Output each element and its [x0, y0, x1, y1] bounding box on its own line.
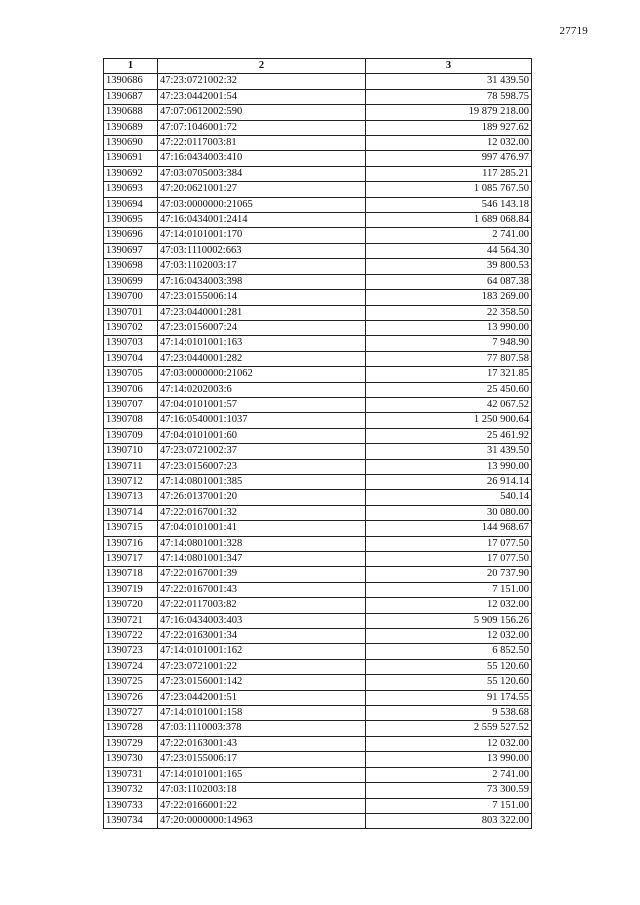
table-row [104, 428, 532, 443]
table-row [104, 736, 532, 751]
row-number-cell: 1390724 [104, 659, 158, 674]
row-number-cell: 1390694 [104, 197, 158, 212]
table-row [104, 243, 532, 258]
cadastral-number-cell: 47:04:0101001:41 [158, 521, 366, 536]
table-row [104, 536, 532, 551]
row-number-cell: 1390726 [104, 690, 158, 705]
row-number-cell: 1390688 [104, 105, 158, 120]
cadastral-value-cell: 1 689 068.84 [366, 213, 532, 228]
cadastral-value-cell: 55 120.60 [366, 675, 532, 690]
table-row [104, 397, 532, 412]
table-row [104, 813, 532, 828]
table-row [104, 305, 532, 320]
row-number-cell: 1390721 [104, 613, 158, 628]
cadastral-value-cell: 17 077.50 [366, 536, 532, 551]
cadastral-number-cell: 47:14:0101001:163 [158, 336, 366, 351]
table-row [104, 459, 532, 474]
cadastral-value-cell: 30 080.00 [366, 505, 532, 520]
cadastral-number-cell: 47:14:0202003:6 [158, 382, 366, 397]
table-row [104, 613, 532, 628]
cadastral-number-cell: 47:23:0156007:23 [158, 459, 366, 474]
table-header-row [104, 59, 532, 74]
row-number-cell: 1390699 [104, 274, 158, 289]
cadastral-number-cell: 47:23:0721002:32 [158, 74, 366, 89]
cadastral-value-cell: 189 927.62 [366, 120, 532, 135]
row-number-cell: 1390690 [104, 136, 158, 151]
row-number-cell: 1390710 [104, 444, 158, 459]
row-number-cell: 1390697 [104, 243, 158, 258]
cadastral-value-cell: 12 032.00 [366, 598, 532, 613]
table-row [104, 798, 532, 813]
cadastral-number-cell: 47:16:0434003:403 [158, 613, 366, 628]
cadastral-number-cell: 47:14:0101001:170 [158, 228, 366, 243]
table-row [104, 444, 532, 459]
row-number-cell: 1390700 [104, 290, 158, 305]
row-number-cell: 1390707 [104, 397, 158, 412]
row-number-cell: 1390705 [104, 367, 158, 382]
cadastral-value-cell: 22 358.50 [366, 305, 532, 320]
cadastral-value-cell: 12 032.00 [366, 136, 532, 151]
table-row [104, 690, 532, 705]
cadastral-number-cell: 47:20:0000000:14963 [158, 813, 366, 828]
row-number-cell: 1390713 [104, 490, 158, 505]
cadastral-value-cell: 13 990.00 [366, 752, 532, 767]
cadastral-value-cell: 12 032.00 [366, 629, 532, 644]
cadastral-number-cell: 47:03:1102003:17 [158, 259, 366, 274]
row-number-cell: 1390696 [104, 228, 158, 243]
cadastral-value-cell: 7 151.00 [366, 798, 532, 813]
cadastral-value-cell: 78 598.75 [366, 89, 532, 104]
table-row [104, 182, 532, 197]
cadastral-value-cell: 6 852.50 [366, 644, 532, 659]
cadastral-number-cell: 47:23:0721002:37 [158, 444, 366, 459]
cadastral-number-cell: 47:03:1110002:663 [158, 243, 366, 258]
cadastral-value-cell: 1 085 767.50 [366, 182, 532, 197]
row-number-cell: 1390722 [104, 629, 158, 644]
cadastral-number-cell: 47:23:0721001:22 [158, 659, 366, 674]
cadastral-number-cell: 47:23:0442001:51 [158, 690, 366, 705]
table-row [104, 274, 532, 289]
cadastral-value-cell: 183 269.00 [366, 290, 532, 305]
row-number-cell: 1390727 [104, 706, 158, 721]
table-row [104, 521, 532, 536]
cadastral-number-cell: 47:23:0440001:282 [158, 351, 366, 366]
cadastral-value-cell: 117 285.21 [366, 166, 532, 181]
cadastral-value-cell: 12 032.00 [366, 736, 532, 751]
page-number: 27719 [559, 25, 588, 37]
cadastral-value-cell: 17 321.85 [366, 367, 532, 382]
table-row [104, 367, 532, 382]
row-number-cell: 1390686 [104, 74, 158, 89]
table-row [104, 552, 532, 567]
row-number-cell: 1390709 [104, 428, 158, 443]
row-number-cell: 1390733 [104, 798, 158, 813]
cadastral-value-cell: 5 909 156.26 [366, 613, 532, 628]
cadastral-number-cell: 47:04:0101001:60 [158, 428, 366, 443]
cadastral-number-cell: 47:07:1046001:72 [158, 120, 366, 135]
table-row [104, 721, 532, 736]
row-number-cell: 1390706 [104, 382, 158, 397]
cadastral-number-cell: 47:23:0155006:17 [158, 752, 366, 767]
table-row [104, 89, 532, 104]
table-row [104, 490, 532, 505]
row-number-cell: 1390702 [104, 320, 158, 335]
table-row [104, 320, 532, 335]
cadastral-value-table [103, 58, 532, 829]
cadastral-value-cell: 42 067.52 [366, 397, 532, 412]
cadastral-number-cell: 47:26:0137001:20 [158, 490, 366, 505]
table-row [104, 767, 532, 782]
row-number-cell: 1390715 [104, 521, 158, 536]
cadastral-number-cell: 47:07:0612002:590 [158, 105, 366, 120]
cadastral-value-cell: 26 914.14 [366, 474, 532, 489]
cadastral-number-cell: 47:22:0166001:22 [158, 798, 366, 813]
cadastral-value-cell: 2 559 527.52 [366, 721, 532, 736]
row-number-cell: 1390719 [104, 582, 158, 597]
row-number-cell: 1390720 [104, 598, 158, 613]
row-number-cell: 1390714 [104, 505, 158, 520]
row-number-cell: 1390712 [104, 474, 158, 489]
cadastral-value-cell: 2 741.00 [366, 767, 532, 782]
cadastral-number-cell: 47:22:0167001:39 [158, 567, 366, 582]
table-row [104, 505, 532, 520]
table-row [104, 629, 532, 644]
table-row [104, 151, 532, 166]
row-number-cell: 1390704 [104, 351, 158, 366]
cadastral-number-cell: 47:23:0442001:54 [158, 89, 366, 104]
column-header-cadastral-number: 2 [158, 59, 366, 74]
table-row [104, 105, 532, 120]
cadastral-value-cell: 73 300.59 [366, 783, 532, 798]
cadastral-value-cell: 64 087.38 [366, 274, 532, 289]
cadastral-value-cell: 13 990.00 [366, 320, 532, 335]
cadastral-value-cell: 9 538.68 [366, 706, 532, 721]
table-row [104, 706, 532, 721]
row-number-cell: 1390693 [104, 182, 158, 197]
cadastral-number-cell: 47:03:1110003:378 [158, 721, 366, 736]
row-number-cell: 1390717 [104, 552, 158, 567]
cadastral-value-cell: 31 439.50 [366, 74, 532, 89]
table-row [104, 166, 532, 181]
table-row [104, 783, 532, 798]
cadastral-number-cell: 47:14:0801001:347 [158, 552, 366, 567]
row-number-cell: 1390689 [104, 120, 158, 135]
table-row [104, 120, 532, 135]
table-row [104, 228, 532, 243]
row-number-cell: 1390731 [104, 767, 158, 782]
cadastral-number-cell: 47:03:1102003:18 [158, 783, 366, 798]
cadastral-value-cell: 546 143.18 [366, 197, 532, 212]
table-row [104, 136, 532, 151]
table-row [104, 413, 532, 428]
table-row [104, 351, 532, 366]
table-row [104, 336, 532, 351]
row-number-cell: 1390703 [104, 336, 158, 351]
cadastral-value-cell: 2 741.00 [366, 228, 532, 243]
cadastral-number-cell: 47:16:0434001:2414 [158, 213, 366, 228]
cadastral-value-cell: 997 476.97 [366, 151, 532, 166]
table-row [104, 213, 532, 228]
cadastral-number-cell: 47:22:0167001:32 [158, 505, 366, 520]
cadastral-number-cell: 47:22:0117003:82 [158, 598, 366, 613]
row-number-cell: 1390725 [104, 675, 158, 690]
cadastral-number-cell: 47:23:0155006:14 [158, 290, 366, 305]
cadastral-number-cell: 47:22:0117003:81 [158, 136, 366, 151]
table-row [104, 197, 532, 212]
cadastral-value-cell: 144 968.67 [366, 521, 532, 536]
table-row [104, 567, 532, 582]
row-number-cell: 1390718 [104, 567, 158, 582]
cadastral-value-cell: 91 174.55 [366, 690, 532, 705]
cadastral-number-cell: 47:16:0540001:1037 [158, 413, 366, 428]
cadastral-value-cell: 540.14 [366, 490, 532, 505]
cadastral-value-cell: 31 439.50 [366, 444, 532, 459]
row-number-cell: 1390692 [104, 166, 158, 181]
cadastral-value-cell: 803 322.00 [366, 813, 532, 828]
cadastral-number-cell: 47:14:0801001:328 [158, 536, 366, 551]
row-number-cell: 1390698 [104, 259, 158, 274]
cadastral-value-cell: 7 948.90 [366, 336, 532, 351]
row-number-cell: 1390691 [104, 151, 158, 166]
cadastral-number-cell: 47:14:0101001:165 [158, 767, 366, 782]
row-number-cell: 1390711 [104, 459, 158, 474]
table-row [104, 659, 532, 674]
row-number-cell: 1390716 [104, 536, 158, 551]
cadastral-value-cell: 25 461.92 [366, 428, 532, 443]
row-number-cell: 1390687 [104, 89, 158, 104]
cadastral-number-cell: 47:14:0801001:385 [158, 474, 366, 489]
cadastral-number-cell: 47:16:0434003:410 [158, 151, 366, 166]
table-row [104, 290, 532, 305]
row-number-cell: 1390701 [104, 305, 158, 320]
table-row [104, 644, 532, 659]
cadastral-value-cell: 20 737.90 [366, 567, 532, 582]
cadastral-number-cell: 47:22:0163001:43 [158, 736, 366, 751]
cadastral-value-cell: 44 564.30 [366, 243, 532, 258]
row-number-cell: 1390708 [104, 413, 158, 428]
cadastral-value-cell: 77 807.58 [366, 351, 532, 366]
cadastral-value-cell: 13 990.00 [366, 459, 532, 474]
cadastral-number-cell: 47:22:0167001:43 [158, 582, 366, 597]
cadastral-number-cell: 47:14:0101001:158 [158, 706, 366, 721]
cadastral-number-cell: 47:03:0000000:21062 [158, 367, 366, 382]
table-row [104, 382, 532, 397]
table-body [104, 74, 532, 829]
cadastral-number-cell: 47:23:0156001:142 [158, 675, 366, 690]
cadastral-value-cell: 25 450.60 [366, 382, 532, 397]
cadastral-value-cell: 17 077.50 [366, 552, 532, 567]
row-number-cell: 1390729 [104, 736, 158, 751]
cadastral-value-cell: 1 250 900.64 [366, 413, 532, 428]
row-number-cell: 1390695 [104, 213, 158, 228]
row-number-cell: 1390728 [104, 721, 158, 736]
cadastral-number-cell: 47:04:0101001:57 [158, 397, 366, 412]
cadastral-number-cell: 47:23:0156007:24 [158, 320, 366, 335]
cadastral-number-cell: 47:14:0101001:162 [158, 644, 366, 659]
cadastral-number-cell: 47:03:0705003:384 [158, 166, 366, 181]
cadastral-value-cell: 7 151.00 [366, 582, 532, 597]
cadastral-number-cell: 47:23:0440001:281 [158, 305, 366, 320]
table-row [104, 582, 532, 597]
table-row [104, 259, 532, 274]
cadastral-value-cell: 19 879 218.00 [366, 105, 532, 120]
table-row [104, 474, 532, 489]
table-row [104, 598, 532, 613]
cadastral-number-cell: 47:20:0621001:27 [158, 182, 366, 197]
row-number-cell: 1390730 [104, 752, 158, 767]
row-number-cell: 1390732 [104, 783, 158, 798]
table-row [104, 675, 532, 690]
column-header-value: 3 [366, 59, 532, 74]
table-row [104, 752, 532, 767]
cadastral-number-cell: 47:03:0000000:21065 [158, 197, 366, 212]
column-header-number: 1 [104, 59, 158, 74]
row-number-cell: 1390723 [104, 644, 158, 659]
cadastral-value-cell: 55 120.60 [366, 659, 532, 674]
cadastral-value-cell: 39 800.53 [366, 259, 532, 274]
table-row [104, 74, 532, 89]
cadastral-number-cell: 47:22:0163001:34 [158, 629, 366, 644]
cadastral-number-cell: 47:16:0434003:398 [158, 274, 366, 289]
row-number-cell: 1390734 [104, 813, 158, 828]
